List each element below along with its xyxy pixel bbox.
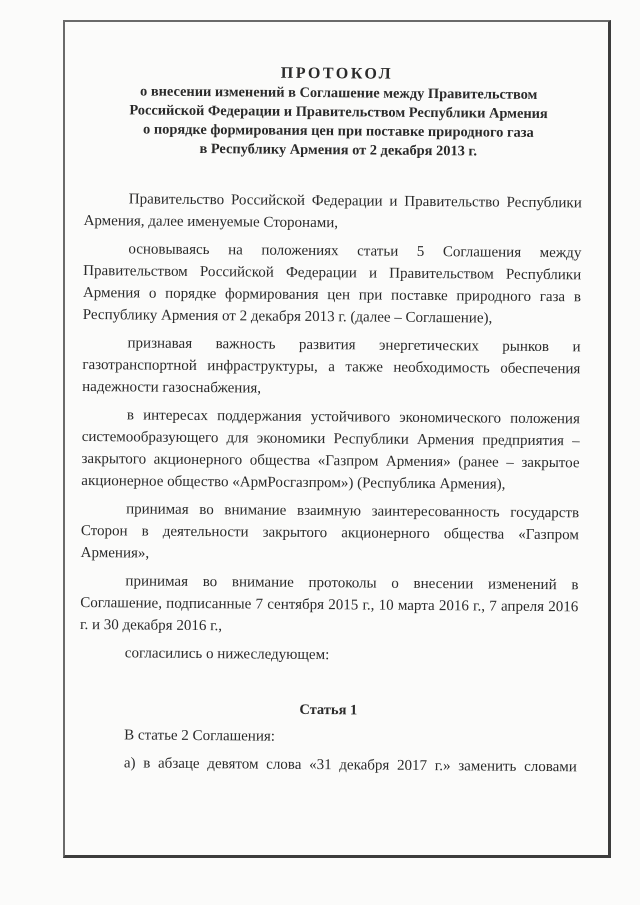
- document-subtitle: [94, 82, 583, 162]
- paragraph-parties: Правительство Российской Федерации и Правительство Республики Армения, далее именуемые Сторонами,: [83, 191, 582, 232]
- paragraph-agreed: согласились о нижеследующем:: [124, 645, 330, 664]
- subtitle-line: в Республику Армения от 2 декабря 2013 г.: [199, 141, 478, 160]
- paragraph-mutual-interest: принимая во внимание взаимную заинтересованность государств Сторон в деятельности закрытого акционерного общества «Газпром Армения»,: [80, 501, 580, 562]
- subtitle-line: Российской Федерации и Правительством Республики Армения: [129, 102, 548, 123]
- paragraph-basis: основываясь на положениях статьи 5 Соглашения между Правительством Российской Федерации и Правительством Республики Армения о порядке формирования цен при поставке природного газа в Республику Армения от 2 декабря 2013 г. (далее – Соглашение),: [82, 241, 582, 327]
- document-title: ПРОТОКОЛ: [280, 64, 394, 83]
- article-paragraph: а) в абзаце девятом слова «31 декабря 2017 г.» заменить словами: [123, 755, 577, 776]
- paragraph-protocols: принимая во внимание протоколы о внесении изменений в Соглашение, подписанные 7 сентября 2015 г., 10 марта 2016 г., 7 апреля 2016 г. и 30 декабря 2016 г.,: [80, 573, 579, 635]
- paragraph-interests: в интересах поддержания устойчивого экономического положения системообразующего для экономики Республики Армения предприятия – закрытого акционерного общества «Газпром Армения» (ранее – закрытое акционерное общество «АрмРосгазпром») (Республика Армения),: [81, 407, 580, 493]
- paragraph-recognizing: признавая важность развития энергетических рынков и газотранспортной инфраструктуры, а также необходимость обеспечения надежности газоснабжения,: [82, 335, 581, 397]
- document-body: [79, 62, 583, 784]
- subtitle-line: о порядке формирования цен при поставке природного газа: [143, 121, 534, 141]
- article-paragraph: В статье 2 Соглашения:: [124, 727, 276, 745]
- article-heading: Статья 1: [299, 701, 358, 719]
- subtitle-line: о внесении изменений в Соглашение между Правительством: [140, 83, 538, 103]
